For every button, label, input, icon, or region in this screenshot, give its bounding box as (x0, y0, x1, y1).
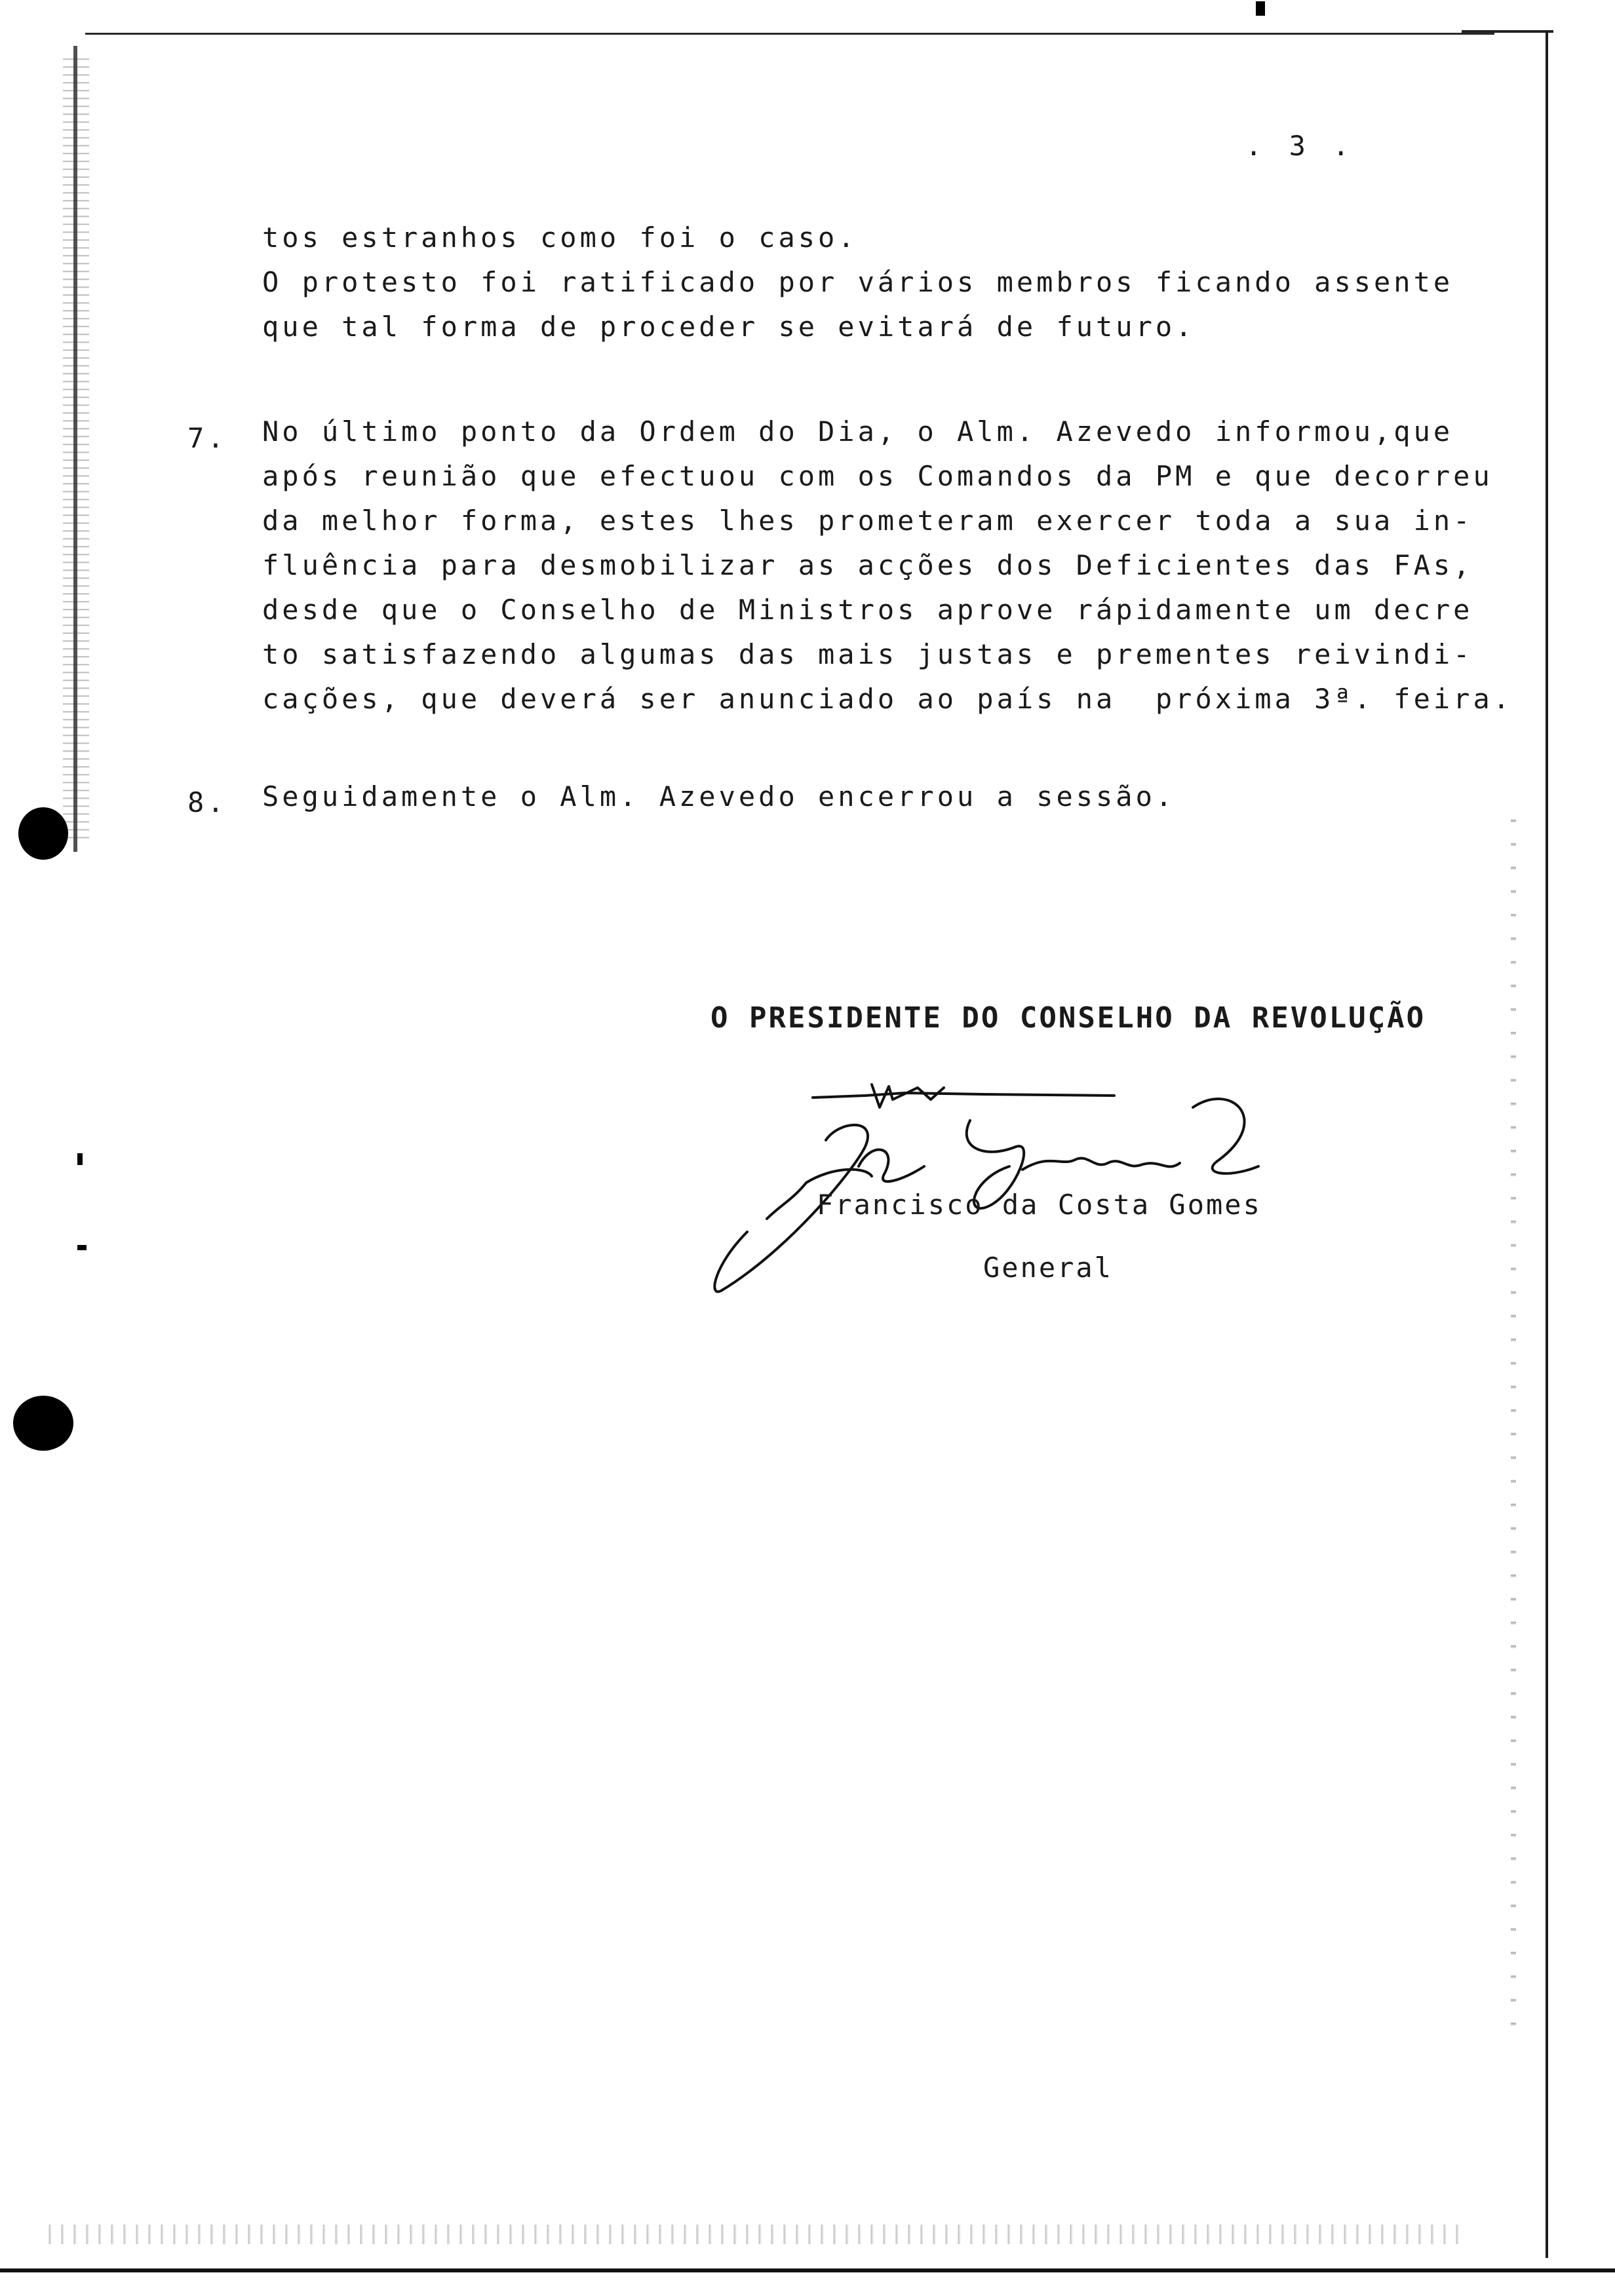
paragraph-line: tos estranhos como foi o caso. (262, 221, 858, 254)
signatory-name: Francisco da Costa Gomes (817, 1189, 1262, 1221)
item7-line: No último ponto da Ordem do Dia, o Alm. Azevedo informou,que (262, 415, 1454, 448)
scan-bottom-noise (39, 2225, 1468, 2244)
item7-line: cações, que deverá ser anunciado ao país na próxima 3ª. feira. (262, 683, 1513, 715)
item-number: 8. (187, 786, 227, 818)
paragraph-line: que tal forma de proceder se evitará de futuro. (262, 311, 1196, 343)
item7-line: após reunião que efectuou com os Comandos da PM e que decorreu (262, 460, 1493, 492)
scan-border-right (1546, 30, 1548, 2258)
scan-mark-left-a (77, 1153, 83, 1165)
paragraph-line: O protesto foi ratificado por vários membros ficando assente (262, 266, 1454, 298)
closing-heading: O PRESIDENTE DO CONSELHO DA REVOLUÇÃO (710, 1001, 1426, 1035)
signatory-title: General (983, 1252, 1114, 1284)
punch-hole-upper (18, 807, 68, 860)
scan-border-top-right (1462, 30, 1553, 33)
item-number: 7. (187, 422, 227, 454)
item7-line: to satisfazendo algumas das mais justas e prementes reivindi- (262, 638, 1473, 670)
scan-mark-left-b (77, 1245, 87, 1250)
scan-border-left (73, 46, 77, 852)
scan-border-bottom (0, 2268, 1615, 2272)
item7-line: desde que o Conselho de Ministros aprove rápidamente um decre (262, 594, 1473, 626)
scan-mark-top (1256, 1, 1265, 16)
item8-line: Seguidamente o Alm. Azevedo encerrou a sessão. (262, 780, 1176, 813)
scan-border-top (85, 33, 1494, 35)
page-number: . 3 . (1245, 130, 1355, 162)
item7-line: da melhor forma, estes lhes prometeram exercer toda a sua in- (262, 505, 1473, 537)
item7-line: fluência para desmobilizar as acções dos Deficientes das FAs, (262, 549, 1473, 581)
scan-right-noise (1511, 799, 1516, 2044)
punch-hole-lower (13, 1396, 73, 1451)
